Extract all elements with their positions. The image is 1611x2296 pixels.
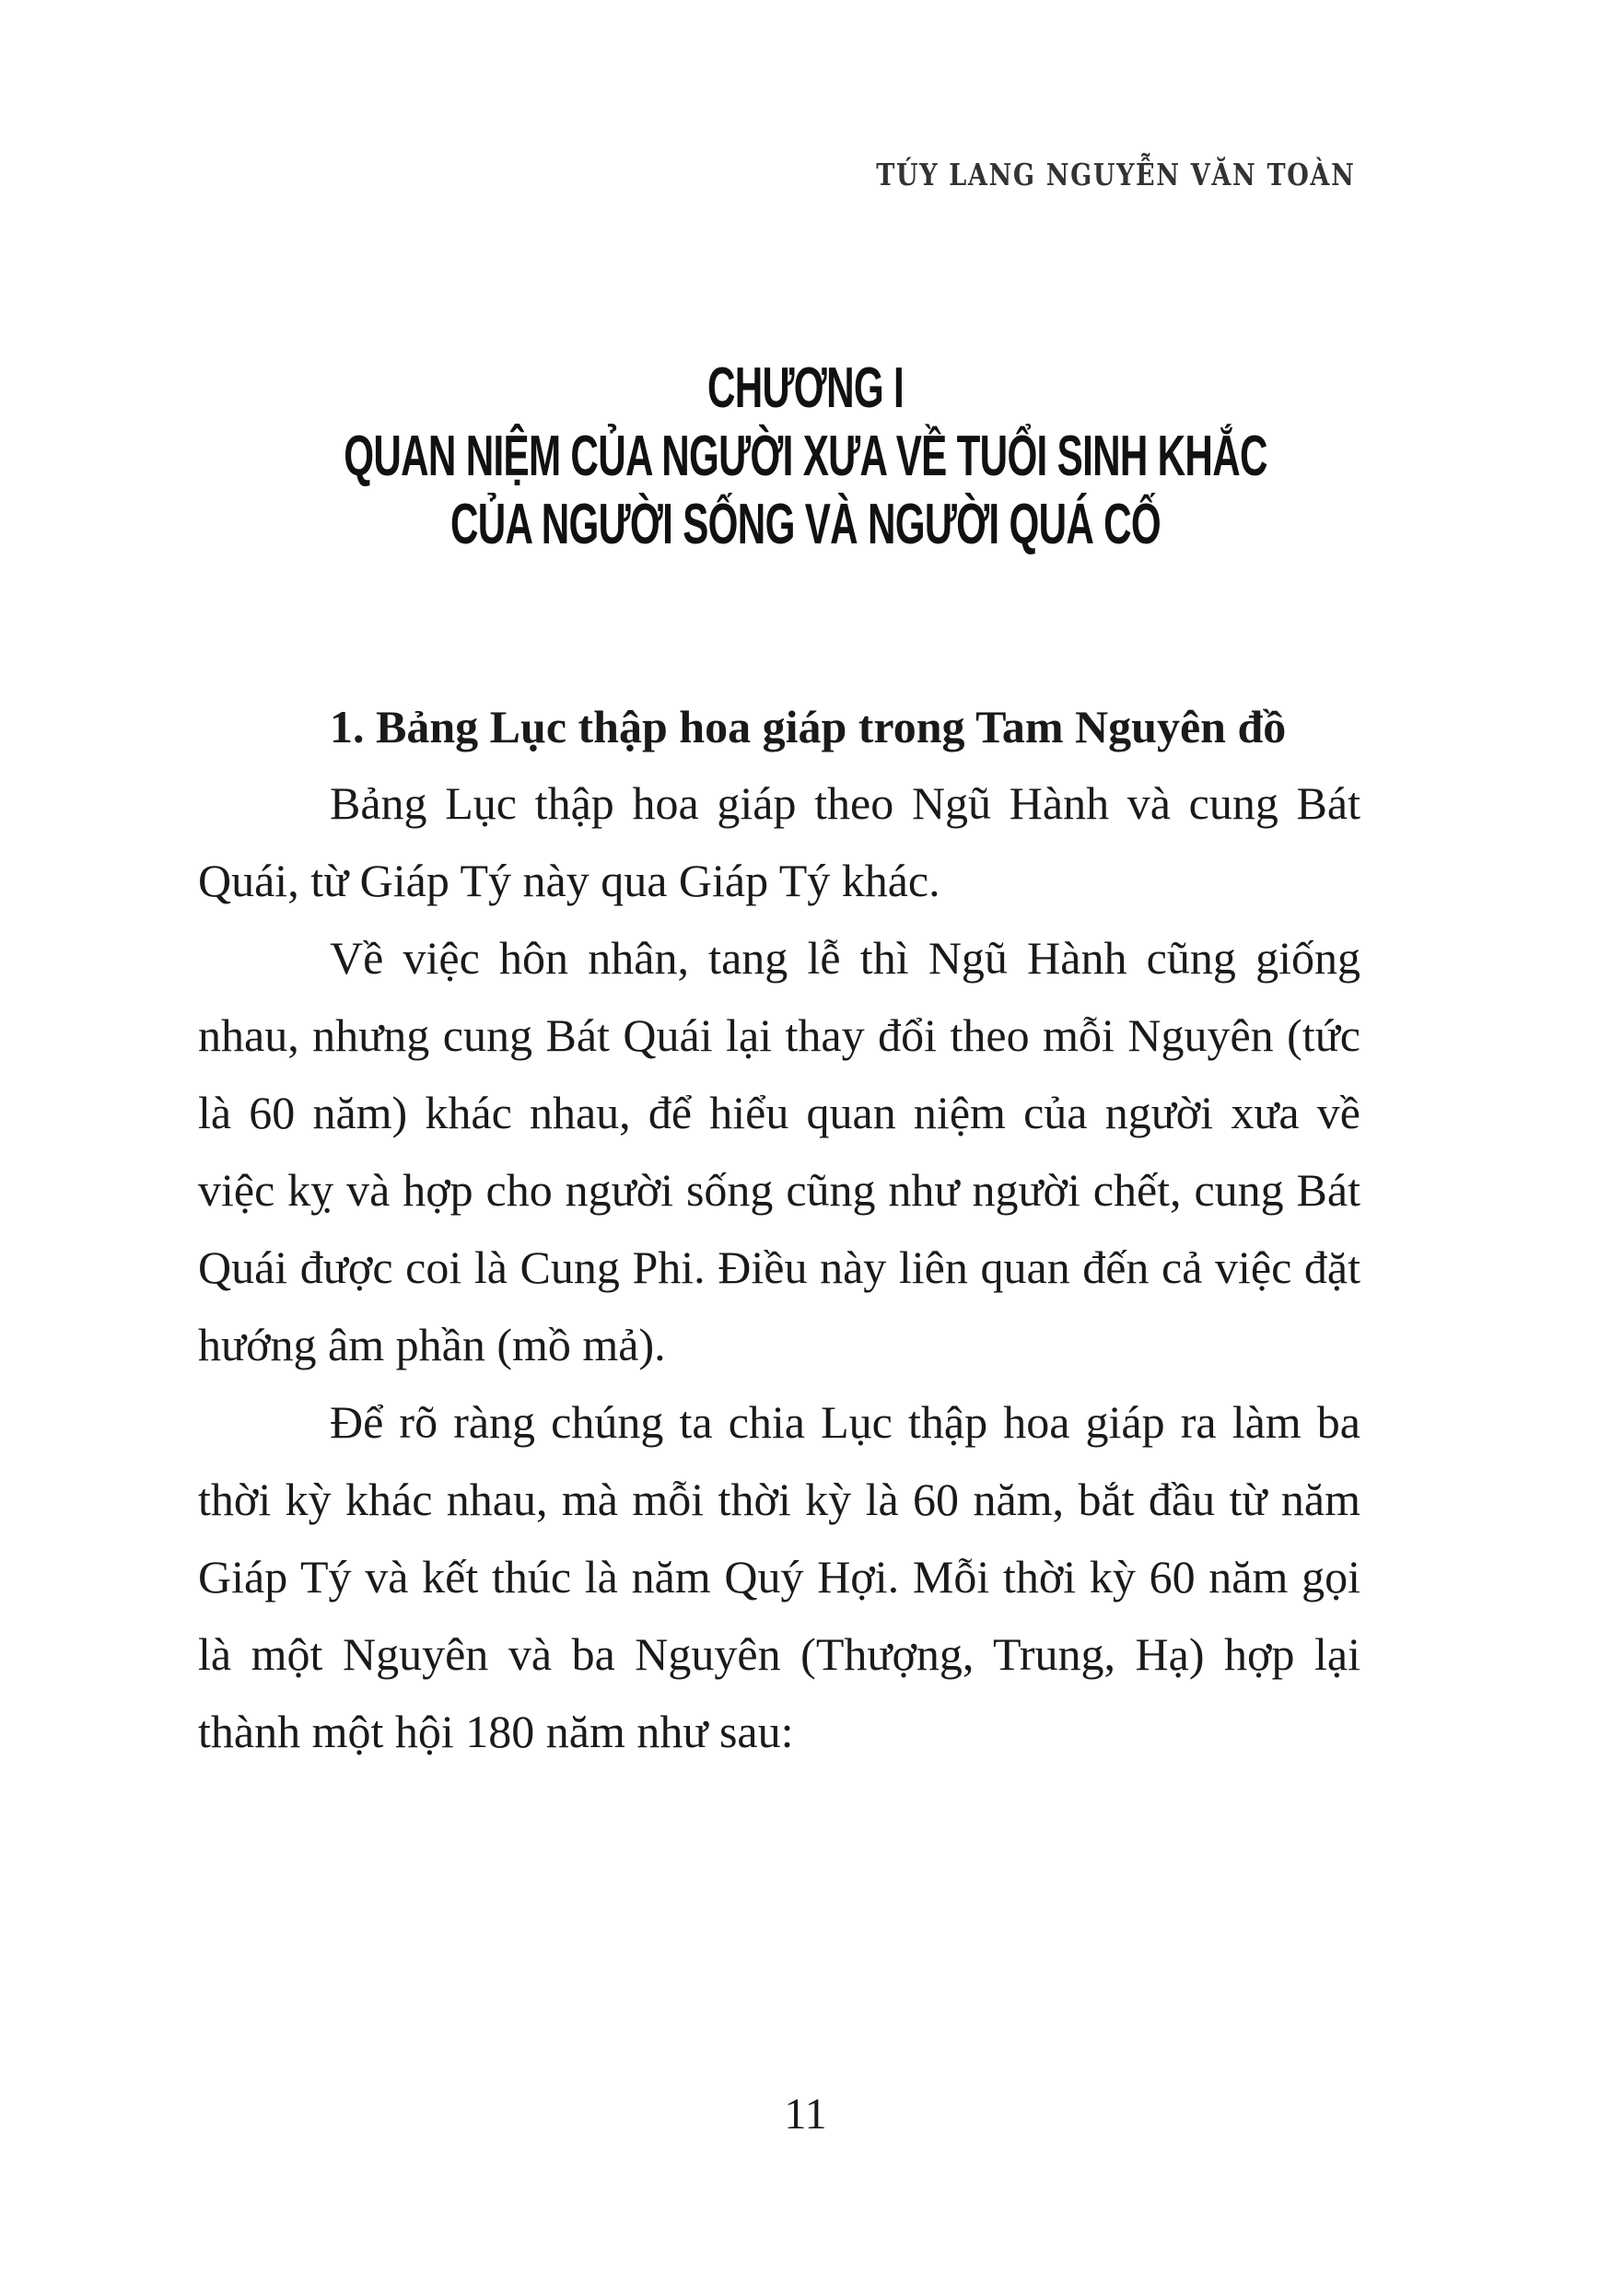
paragraph-3: Để rõ ràng chúng ta chia Lục thập hoa giáp ra làm ba thời kỳ khác nhau, mà mỗi thời kỳ là 60 năm, bắt đầu từ năm Giáp Tý và kết thúc là năm Quý Hợi. Mỗi thời kỳ 60 năm gọi là một Nguyên và ba Nguyên (Thượng, Trung, Hạ) hợp lại thành một hội 180 năm như sau: — [198, 1396, 1360, 1757]
section-heading: 1. Bảng Lục thập hoa giáp trong Tam Nguyên đồ — [330, 701, 1287, 752]
paragraph-2: Về việc hôn nhân, tang lễ thì Ngũ Hành cũng giống nhau, nhưng cung Bát Quái lại thay đổi theo mỗi Nguyên (tức là 60 năm) khác nhau, để hiểu quan niệm của người xưa về việc kỵ và hợp cho người sống cũng như người chết, cung Bát Quái được coi là Cung Phi. Điều này liên quan đến cả việc đặt hướng âm phần (mồ mả). — [198, 932, 1360, 1370]
page-number: 11 — [784, 2090, 827, 2139]
running-head-author: TÚY LANG NGUYỄN VĂN TOÀN — [875, 157, 1355, 192]
chapter-title-block — [0, 355, 1611, 559]
paragraph-1: Bảng Lục thập hoa giáp theo Ngũ Hành và cung Bát Quái, từ Giáp Tý này qua Giáp Tý khác. — [198, 777, 1360, 906]
body-text — [198, 764, 1360, 1770]
chapter-title-line-2: CỦA NGƯỜI SỐNG VÀ NGƯỜI QUÁ CỐ — [449, 493, 1162, 556]
chapter-number: CHƯƠNG I — [706, 356, 905, 420]
chapter-title-line-1: QUAN NIỆM CỦA NGƯỜI XƯA VỀ TUỔI SINH KHẮC — [344, 425, 1267, 488]
